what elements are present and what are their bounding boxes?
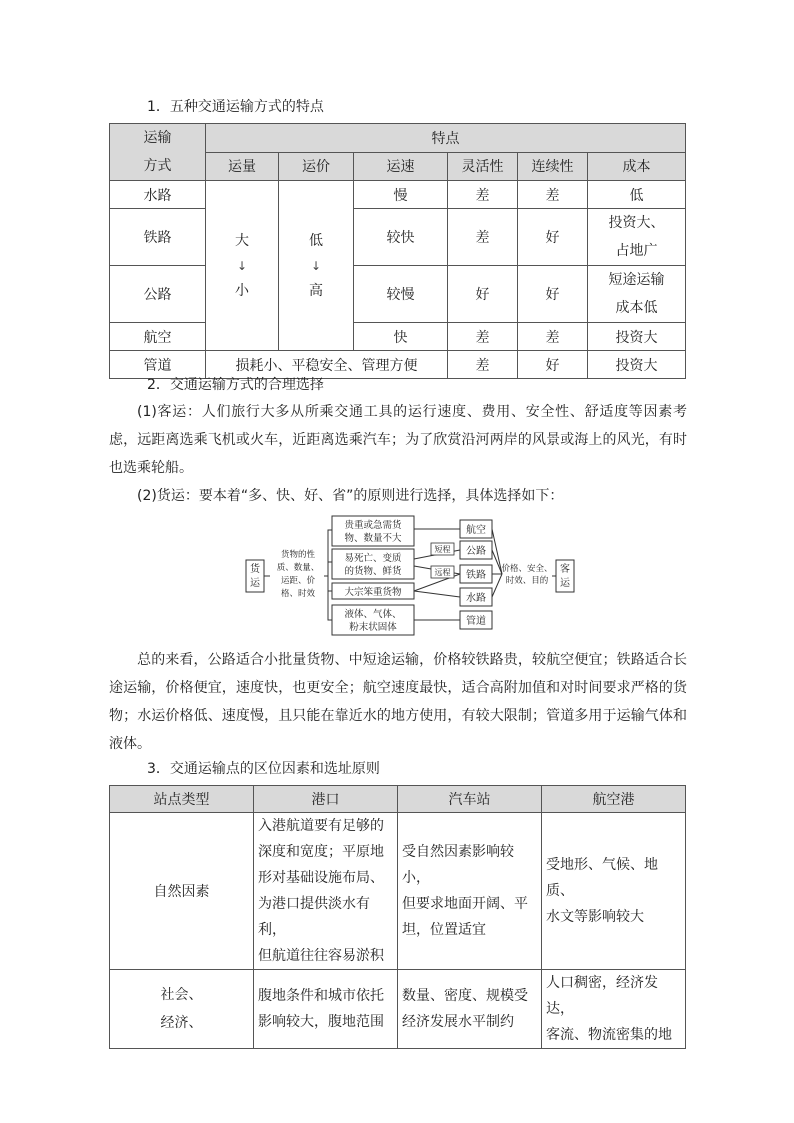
- natural-bus-cell: [398, 813, 542, 970]
- rail-cost-line1: 投资大、: [608, 215, 665, 231]
- row-air-flex: 差: [448, 323, 518, 351]
- natural-airport-cell: [542, 813, 686, 970]
- section-1-heading: 1．五种交通运输方式的特点: [147, 99, 324, 115]
- freight-box-char2: 运: [250, 578, 260, 589]
- natural-port-cell: [254, 813, 398, 970]
- short-distance-label: 短程: [434, 545, 451, 554]
- header-price: 运价: [279, 152, 354, 181]
- social-bus-line2: 经济发展水平制约: [402, 1014, 514, 1030]
- row-air-speed: 快: [354, 323, 448, 351]
- row-air-cont: 差: [518, 323, 588, 351]
- goods-fluid-line2: 粉末状固体: [349, 622, 397, 633]
- summary-paragraph: [109, 646, 687, 758]
- price-top: 低: [309, 232, 323, 249]
- row-road-flex: 好: [448, 266, 518, 323]
- factor-line-1: 货物的性: [280, 550, 316, 560]
- mode-road: 公路: [466, 546, 486, 557]
- header-station-type: 站点类型: [110, 786, 254, 813]
- row-road-speed: 较慢: [354, 266, 448, 323]
- natural-bus-line2: 但要求地面开阔、平: [402, 896, 528, 912]
- header-cost: 成本: [588, 152, 686, 181]
- row-water-flex: 差: [448, 181, 518, 209]
- long-distance-label: 远程: [434, 568, 451, 577]
- section-3-heading: 3．交通运输点的区位因素和选址原则: [147, 761, 380, 777]
- location-factors-table: [109, 785, 686, 1049]
- goods-perishable-line1: 易死亡、变质: [344, 553, 402, 564]
- row-water-cont: 差: [518, 181, 588, 209]
- factor-line-3: 运距、价: [280, 576, 316, 586]
- social-label-line2: 经济、: [160, 1015, 203, 1031]
- right-factor-line2: 时效、目的: [505, 576, 549, 586]
- features-group-header: 特点: [206, 124, 686, 153]
- passenger-box-char2: 运: [560, 578, 570, 589]
- row-rail-mode: 铁路: [110, 209, 206, 266]
- row-road-cont: 好: [518, 266, 588, 323]
- mode-header-cell: [110, 124, 206, 181]
- natural-port-line2: 深度和宽度；平原地: [258, 844, 384, 860]
- header-flexibility: 灵活性: [448, 152, 518, 181]
- social-factors-label: [110, 970, 254, 1049]
- mode-water: 水路: [466, 593, 486, 604]
- down-arrow-icon: ↓: [236, 258, 248, 273]
- goods-bracket: [328, 530, 332, 620]
- row-rail-flex: 差: [448, 209, 518, 266]
- goods-bulk-line1: 大宗笨重货物: [344, 587, 402, 598]
- row-road-cost: [588, 266, 686, 323]
- natural-port-line5: 但航道往往容易淤积: [258, 948, 384, 964]
- row-rail-cost: [588, 209, 686, 266]
- row-water-cost: 低: [588, 181, 686, 209]
- goods-fluid-line1: 液体、气体、: [344, 609, 402, 620]
- row-pipe-flex: 差: [448, 351, 518, 379]
- passenger-text: (1)客运：人们旅行大多从所乘交通工具的运行速度、费用、安全性、舒适度等因素考虑，远距离选乘飞机或火车，近距离选乘汽车；为了欣赏沿河两岸的风景或海上的风光，有时也选乘轮船。: [109, 404, 687, 476]
- row-pipe-mode: 管道: [110, 351, 206, 379]
- header-continuity: 连续性: [518, 152, 588, 181]
- freight-text: (2)货运：要本着“多、快、好、省”的原则进行选择，具体选择如下：: [137, 488, 564, 504]
- social-bus-cell: [398, 970, 542, 1049]
- passenger-paragraph: [109, 398, 687, 482]
- mode-air: 航空: [466, 525, 486, 536]
- row-rail-speed: 较快: [354, 209, 448, 266]
- header-airport: 航空港: [542, 786, 686, 813]
- price-bottom: 高: [309, 282, 323, 299]
- arrow-line: [492, 574, 502, 597]
- freight-selection-diagram: [240, 510, 580, 638]
- header-volume: 运量: [206, 152, 279, 181]
- goods-perishable-line2: 的货物、鲜货: [344, 566, 402, 577]
- arrow-line: [414, 591, 460, 597]
- header-speed: 运速: [354, 152, 448, 181]
- price-trend-cell: [279, 181, 354, 351]
- volume-trend-cell: [206, 181, 279, 351]
- rail-cost-line2: 占地广: [615, 243, 658, 259]
- row-water-speed: 慢: [354, 181, 448, 209]
- volume-top: 大: [235, 232, 249, 249]
- passenger-box-char1: 客: [560, 564, 570, 575]
- road-cost-line2: 成本低: [615, 300, 658, 316]
- row-air-mode: 航空: [110, 323, 206, 351]
- mode-header-line1: 运输: [143, 130, 172, 146]
- social-airport-line1: 人口稠密，经济发达，: [546, 975, 658, 1017]
- freight-box-char1: 货: [250, 564, 260, 575]
- header-port: 港口: [254, 786, 398, 813]
- goods-valuable-line2: 物、数量不大: [344, 533, 402, 544]
- natural-bus-line1: 受自然因素影响较小，: [402, 844, 514, 886]
- natural-port-line4: 为港口提供淡水有利，: [258, 896, 370, 938]
- volume-bottom: 小: [235, 282, 249, 299]
- row-pipe-cost: 投资大: [588, 351, 686, 379]
- row-pipe-merged: 损耗小、平稳安全、管理方便: [206, 351, 448, 379]
- header-bus-station: 汽车站: [398, 786, 542, 813]
- section-2-heading: 2．交通运输方式的合理选择: [147, 377, 324, 393]
- transport-features-table: [109, 123, 686, 379]
- row-rail-cont: 好: [518, 209, 588, 266]
- goods-valuable-line1: 贵重或急需货: [344, 520, 402, 531]
- natural-airport-line1: 受地形、气候、地质、: [546, 857, 658, 899]
- right-factor-line1: 价格、安全、: [501, 564, 553, 574]
- mode-header-line2: 方式: [143, 158, 172, 174]
- row-road-mode: 公路: [110, 266, 206, 323]
- social-port-line2: 影响较大，腹地范围: [258, 1014, 384, 1030]
- natural-port-line3: 形对基础设施布局、: [258, 870, 384, 886]
- row-air-cost: 投资大: [588, 323, 686, 351]
- mode-pipe: 管道: [466, 616, 486, 627]
- social-port-cell: [254, 970, 398, 1049]
- mode-rail: 铁路: [466, 570, 486, 581]
- factor-line-4: 格、时效: [280, 589, 316, 599]
- natural-factors-label: 自然因素: [110, 813, 254, 970]
- freight-paragraph: [109, 482, 687, 510]
- social-bus-line1: 数量、密度、规模受: [402, 988, 528, 1004]
- road-cost-line1: 短途运输: [608, 272, 665, 288]
- social-airport-cell: [542, 970, 686, 1049]
- natural-airport-line2: 水文等影响较大: [546, 909, 644, 925]
- social-label-line1: 社会、: [160, 987, 203, 1003]
- natural-port-line1: 入港航道要有足够的: [258, 818, 384, 834]
- factor-line-2: 质、数量、: [276, 563, 320, 573]
- natural-bus-line3: 坦，位置适宜: [402, 922, 486, 938]
- summary-text: 总的来看，公路适合小批量货物、中短途运输，价格较铁路贵，较航空便宜；铁路适合长途运输，价格便宜，速度快，也更安全；航空速度最快，适合高附加值和对时间要求严格的货物；水运价格低、速度慢，且只能在靠近水的地方使用，有较大限制；管道多用于运输气体和液体。: [109, 652, 687, 752]
- row-pipe-cont: 好: [518, 351, 588, 379]
- social-airport-line2: 客流、物流密集的地: [546, 1027, 672, 1043]
- social-port-line1: 腹地条件和城市依托: [258, 988, 384, 1004]
- row-water-mode: 水路: [110, 181, 206, 209]
- down-arrow-icon: ↓: [310, 258, 322, 273]
